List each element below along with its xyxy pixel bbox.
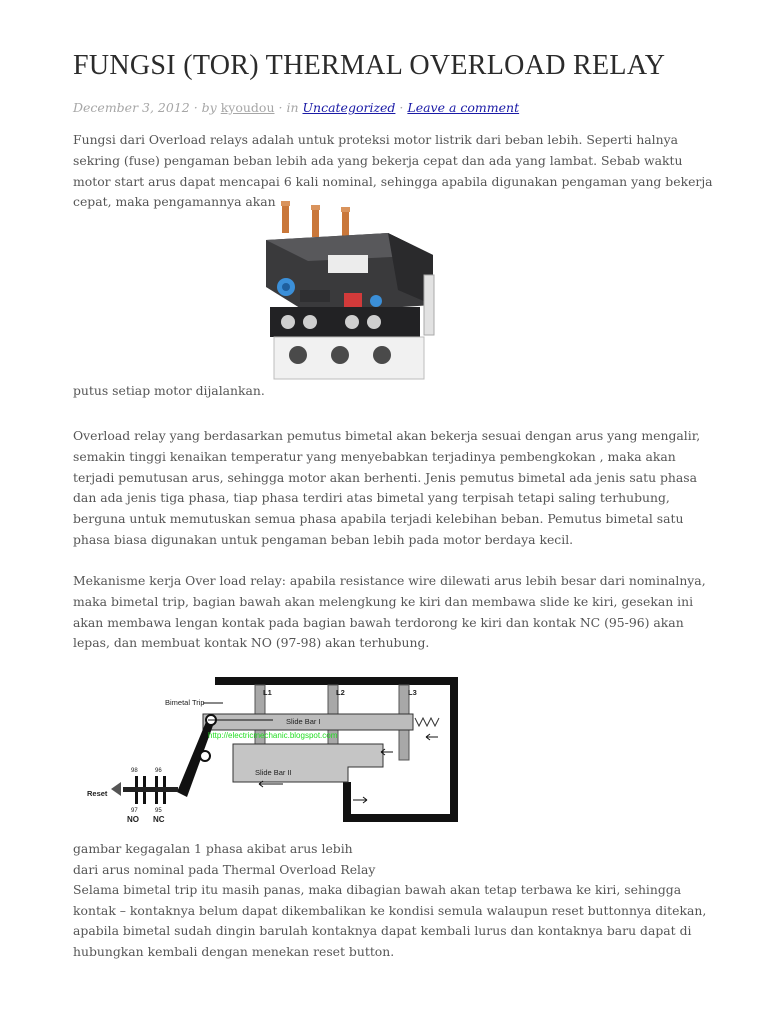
copper-pins (281, 201, 350, 239)
label-slide-bar-2: Slide Bar II (255, 768, 292, 777)
relay-photo (248, 195, 468, 385)
paragraph-3: Mekanisme kerja Over load relay: apabila resistance wire dilewati arus lebih besar dari nominalnya, maka bimetal trip, bagian bawah akan melengkung ke kiri dan membawa slide ke kiri, gesekan ini akan membawa lengan kontak pada bagian bawah terdorong ke kiri dan kontak NC (95-96) akan lepas, dan membuat kontak NO (97-98) akan terhubung. (73, 573, 706, 651)
label-97: 97 (131, 808, 138, 814)
in-prefix: · in (278, 100, 299, 115)
category-link[interactable]: Uncategorized (302, 100, 396, 115)
label-no: NO (127, 815, 139, 824)
diagram-caption-line-1: gambar kegagalan 1 phasa akibat arus lebih (73, 841, 353, 856)
paragraph-1-end: putus setiap motor dijalankan. (73, 383, 265, 398)
label-bimetal-trip: Bimetal Trip (165, 698, 205, 707)
label-slide-bar-1: Slide Bar I (286, 717, 321, 726)
watermark-url: http://electricmechanic.blogspot.com (208, 731, 338, 740)
overload-mechanism-diagram (83, 672, 461, 824)
contacts (111, 776, 178, 804)
label-nc: NC (153, 815, 165, 824)
diagram-caption-line-2: dari arus nominal pada Thermal Overload Relay (73, 861, 376, 877)
label-l2: L2 (336, 688, 345, 697)
paragraph-2: Overload relay yang berdasarkan pemutus bimetal akan bekerja sesuai dengan arus yang mengalir, semakin tinggi kenaikan temperatur yang menyebabkan terjadinya pembengkokan , maka akan terjadi pemutusan arus, sehingga motor akan berhenti. Jenis pemutus bimetal ada jenis satu phasa dan ada jenis tiga phasa, tiap phasa terdiri atas bimetal yang terpisah tetapi saling terhubung, berguna untuk memutuskan semua phasa apabila terjadi kelebihan beban. Pemutus bimetal satu phasa biasa digunakan untuk pengaman beban lebih pada motor berdaya kecil. (73, 428, 701, 547)
by-prefix: · by (193, 100, 217, 115)
caption-and-paragraph-4 (73, 839, 713, 962)
paragraph-1: Fungsi dari Overload relays adalah untuk proteksi motor listrik dari beban lebih. Seperti halnya sekring (fuse) pengaman beban lebih ada yang bekerja cepat dan ada yang lambat. Sebab waktu motor start arus dapat mencapai 6 kali nominal, sehingga apabila digunakan pengaman yang bekerja cepat, maka pengamannya akan (73, 132, 713, 210)
post-meta (73, 100, 519, 115)
paragraph-4: Selama bimetal trip itu masih panas, maka dibagian bawah akan tetap terbawa ke kiri, sehingga kontak – kontaknya belum dapat dikembalikan ke kondisi semula walaupun reset buttonnya ditekan, apabila bimetal sudah dingin barulah kontaknya dapat kembali lurus dan kontaknya baru dapat di hubungkan kembali dengan menekan reset button. (73, 882, 707, 959)
post-date: December 3, 2012 (73, 100, 190, 115)
leave-comment-link[interactable]: Leave a comment (407, 100, 520, 115)
label-95: 95 (155, 808, 162, 814)
label-l3: L3 (408, 688, 417, 697)
post-title: FUNGSI (TOR) THERMAL OVERLOAD RELAY (73, 50, 666, 81)
author-link[interactable]: kyoudou (220, 100, 275, 115)
label-l1: L1 (263, 688, 272, 697)
label-reset: Reset (87, 789, 108, 798)
meta-separator: · (399, 100, 404, 115)
label-98: 98 (131, 768, 138, 774)
label-96: 96 (155, 768, 162, 774)
